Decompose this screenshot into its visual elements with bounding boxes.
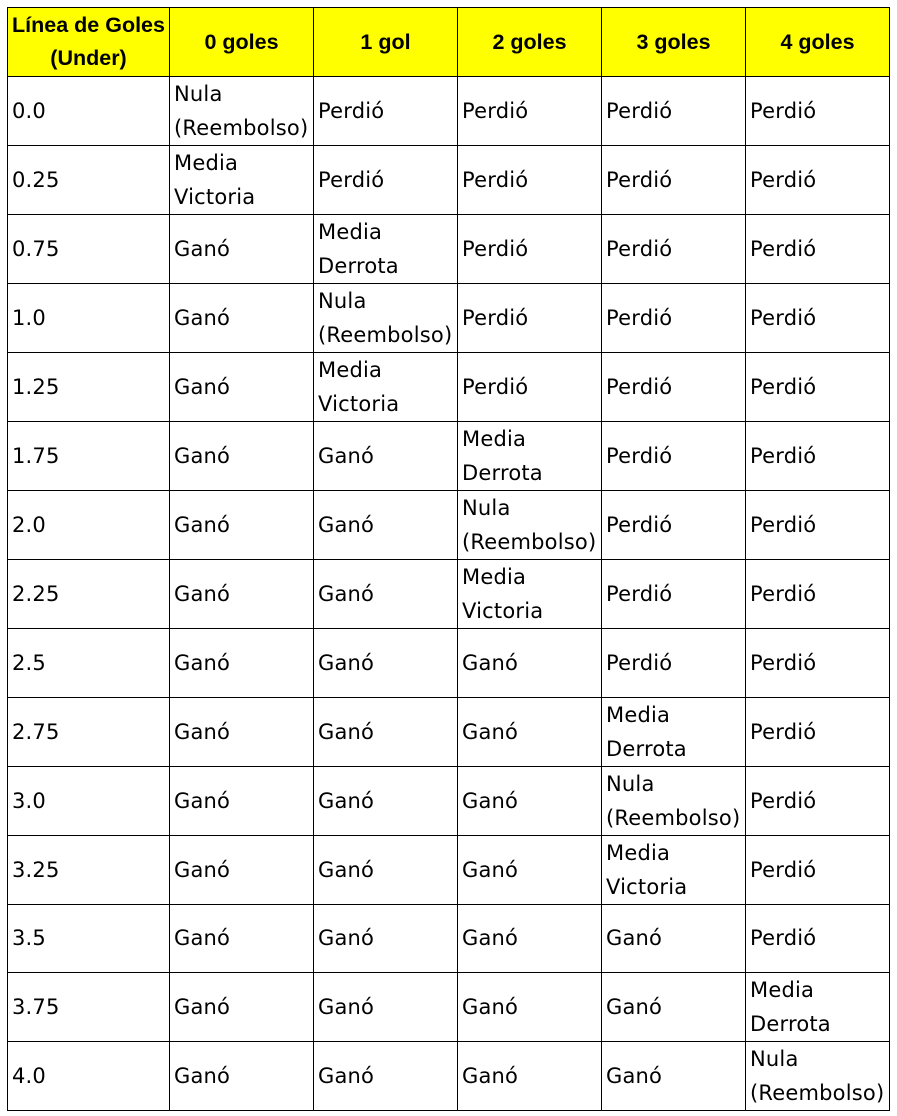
cell-text: 2.25 bbox=[12, 582, 60, 606]
cell-text: Ganó bbox=[318, 444, 375, 468]
cell-goal-line bbox=[8, 146, 170, 215]
cell-text: Media Victoria bbox=[174, 151, 256, 209]
cell-text: Ganó bbox=[606, 995, 663, 1019]
cell-text: Ganó bbox=[174, 995, 231, 1019]
cell-text: Ganó bbox=[174, 444, 231, 468]
cell-result-0-goals bbox=[170, 766, 314, 835]
table-row bbox=[8, 491, 890, 560]
cell-result-1-goal bbox=[314, 77, 458, 146]
cell-result-4-goals bbox=[746, 146, 890, 215]
cell-text: Ganó bbox=[462, 650, 519, 675]
cell-text: Ganó bbox=[174, 1064, 231, 1088]
table-row bbox=[8, 215, 890, 284]
header-0-goals: 0 goles bbox=[170, 8, 314, 77]
cell-text: Perdió bbox=[462, 237, 529, 261]
table-row bbox=[8, 422, 890, 491]
cell-text: Perdió bbox=[606, 99, 673, 123]
cell-result-0-goals bbox=[170, 629, 314, 698]
cell-text: Media Derrota bbox=[318, 220, 399, 278]
results-table-container bbox=[7, 7, 890, 1111]
cell-text: Perdió bbox=[318, 99, 385, 123]
cell-result-1-goal bbox=[314, 422, 458, 491]
cell-result-3-goals bbox=[602, 422, 746, 491]
cell-text: Ganó bbox=[318, 513, 375, 537]
cell-text: Ganó bbox=[606, 926, 663, 951]
cell-result-3-goals bbox=[602, 77, 746, 146]
cell-result-3-goals bbox=[602, 629, 746, 698]
cell-text: Ganó bbox=[462, 857, 519, 882]
cell-text: Perdió bbox=[318, 168, 385, 192]
cell-result-1-goal bbox=[314, 353, 458, 422]
cell-goal-line bbox=[8, 629, 170, 698]
cell-goal-line bbox=[8, 422, 170, 491]
cell-text: Perdió bbox=[462, 99, 529, 123]
cell-text: Ganó bbox=[318, 650, 375, 675]
cell-text: 2.5 bbox=[12, 650, 46, 675]
header-4-goals: 4 goles bbox=[746, 8, 890, 77]
cell-result-0-goals bbox=[170, 422, 314, 491]
cell-text: Ganó bbox=[606, 1064, 663, 1088]
cell-goal-line bbox=[8, 560, 170, 629]
cell-result-4-goals bbox=[746, 284, 890, 353]
cell-text: Ganó bbox=[174, 857, 231, 882]
table-row bbox=[8, 77, 890, 146]
cell-text: Perdió bbox=[462, 168, 529, 192]
cell-goal-line bbox=[8, 766, 170, 835]
cell-text: Nula (Reembolso) bbox=[318, 289, 453, 347]
cell-text: Ganó bbox=[462, 719, 519, 744]
cell-text: Perdió bbox=[606, 306, 673, 330]
cell-text: Perdió bbox=[750, 788, 817, 813]
cell-result-0-goals bbox=[170, 697, 314, 766]
cell-text: Perdió bbox=[750, 444, 817, 468]
under-goals-results-table bbox=[7, 7, 890, 1111]
table-row bbox=[8, 629, 890, 698]
cell-text: Media Victoria bbox=[318, 358, 400, 416]
cell-text: Ganó bbox=[174, 306, 231, 330]
header-row bbox=[8, 8, 890, 77]
cell-result-3-goals bbox=[602, 904, 746, 973]
cell-text: Perdió bbox=[750, 857, 817, 882]
cell-result-3-goals bbox=[602, 697, 746, 766]
cell-result-0-goals bbox=[170, 904, 314, 973]
table-row bbox=[8, 284, 890, 353]
cell-text: Media Victoria bbox=[462, 565, 544, 623]
table-row bbox=[8, 1042, 890, 1111]
cell-result-2-goals bbox=[458, 835, 602, 904]
cell-result-3-goals bbox=[602, 560, 746, 629]
header-3-goals: 3 goles bbox=[602, 8, 746, 77]
cell-result-4-goals bbox=[746, 77, 890, 146]
cell-text: Ganó bbox=[318, 719, 375, 744]
cell-text: 1.75 bbox=[12, 444, 60, 468]
header-1-goal: 1 gol bbox=[314, 8, 458, 77]
cell-text: Ganó bbox=[462, 788, 519, 813]
cell-result-3-goals bbox=[602, 284, 746, 353]
cell-text: Perdió bbox=[606, 168, 673, 192]
cell-result-0-goals bbox=[170, 215, 314, 284]
cell-text: Ganó bbox=[174, 650, 231, 675]
cell-result-0-goals bbox=[170, 1042, 314, 1111]
cell-text: 3.25 bbox=[12, 857, 60, 882]
cell-result-2-goals bbox=[458, 766, 602, 835]
cell-text: 3.75 bbox=[12, 995, 60, 1019]
cell-text: 0.75 bbox=[12, 237, 60, 261]
cell-text: Perdió bbox=[750, 237, 817, 261]
cell-text: Nula (Reembolso) bbox=[606, 771, 741, 830]
cell-result-2-goals bbox=[458, 146, 602, 215]
cell-result-4-goals bbox=[746, 422, 890, 491]
cell-text: Ganó bbox=[174, 926, 231, 951]
cell-result-4-goals bbox=[746, 560, 890, 629]
cell-result-0-goals bbox=[170, 284, 314, 353]
cell-result-1-goal bbox=[314, 284, 458, 353]
cell-result-2-goals bbox=[458, 422, 602, 491]
cell-result-2-goals bbox=[458, 904, 602, 973]
cell-result-1-goal bbox=[314, 766, 458, 835]
cell-result-0-goals bbox=[170, 353, 314, 422]
table-row bbox=[8, 560, 890, 629]
cell-goal-line bbox=[8, 904, 170, 973]
cell-text: Ganó bbox=[318, 1064, 375, 1088]
cell-result-1-goal bbox=[314, 215, 458, 284]
cell-result-4-goals bbox=[746, 835, 890, 904]
cell-result-0-goals bbox=[170, 77, 314, 146]
cell-result-1-goal bbox=[314, 1042, 458, 1111]
cell-result-4-goals bbox=[746, 973, 890, 1042]
cell-text: 1.25 bbox=[12, 375, 60, 399]
cell-text: 2.0 bbox=[12, 513, 46, 537]
cell-result-1-goal bbox=[314, 491, 458, 560]
cell-text: Ganó bbox=[318, 788, 375, 813]
cell-result-2-goals bbox=[458, 629, 602, 698]
cell-result-2-goals bbox=[458, 1042, 602, 1111]
cell-result-2-goals bbox=[458, 697, 602, 766]
cell-text: 1.0 bbox=[12, 306, 46, 330]
cell-text: Ganó bbox=[462, 1064, 519, 1088]
cell-text: Perdió bbox=[750, 168, 817, 192]
cell-text: Ganó bbox=[462, 995, 519, 1019]
cell-text: Perdió bbox=[606, 444, 673, 468]
table-row bbox=[8, 766, 890, 835]
cell-text: Perdió bbox=[606, 513, 673, 537]
table-row bbox=[8, 973, 890, 1042]
cell-result-3-goals bbox=[602, 973, 746, 1042]
cell-text: Media Derrota bbox=[750, 978, 831, 1036]
cell-result-4-goals bbox=[746, 215, 890, 284]
cell-text: Media Derrota bbox=[606, 702, 687, 761]
cell-text: 3.5 bbox=[12, 926, 46, 951]
cell-text: Nula (Reembolso) bbox=[750, 1047, 885, 1105]
cell-result-2-goals bbox=[458, 353, 602, 422]
cell-goal-line bbox=[8, 697, 170, 766]
cell-result-0-goals bbox=[170, 835, 314, 904]
cell-result-3-goals bbox=[602, 491, 746, 560]
cell-result-3-goals bbox=[602, 766, 746, 835]
cell-goal-line bbox=[8, 284, 170, 353]
cell-result-0-goals bbox=[170, 560, 314, 629]
cell-result-3-goals bbox=[602, 215, 746, 284]
cell-result-2-goals bbox=[458, 491, 602, 560]
cell-text: Perdió bbox=[750, 582, 817, 606]
cell-result-1-goal bbox=[314, 560, 458, 629]
cell-text: Perdió bbox=[462, 375, 529, 399]
cell-text: Perdió bbox=[606, 582, 673, 606]
cell-result-2-goals bbox=[458, 215, 602, 284]
cell-text: Perdió bbox=[750, 306, 817, 330]
cell-result-2-goals bbox=[458, 560, 602, 629]
cell-result-3-goals bbox=[602, 353, 746, 422]
cell-text: Ganó bbox=[174, 237, 231, 261]
cell-text: 2.75 bbox=[12, 719, 60, 744]
header-goal-line: Línea de Goles (Under) bbox=[8, 8, 170, 77]
cell-text: Perdió bbox=[750, 926, 817, 951]
table-row bbox=[8, 146, 890, 215]
cell-text: Ganó bbox=[174, 788, 231, 813]
cell-text: Ganó bbox=[318, 857, 375, 882]
cell-text: Perdió bbox=[606, 375, 673, 399]
cell-result-1-goal bbox=[314, 835, 458, 904]
cell-goal-line bbox=[8, 491, 170, 560]
cell-result-2-goals bbox=[458, 77, 602, 146]
cell-text: Perdió bbox=[750, 650, 817, 675]
cell-result-4-goals bbox=[746, 904, 890, 973]
table-body bbox=[8, 77, 890, 1111]
cell-result-1-goal bbox=[314, 629, 458, 698]
cell-text: Ganó bbox=[174, 582, 231, 606]
cell-text: Ganó bbox=[174, 513, 231, 537]
cell-text: Perdió bbox=[462, 306, 529, 330]
cell-text: Ganó bbox=[462, 926, 519, 951]
cell-goal-line bbox=[8, 1042, 170, 1111]
cell-result-0-goals bbox=[170, 491, 314, 560]
cell-text: Perdió bbox=[750, 719, 817, 744]
table-row bbox=[8, 697, 890, 766]
cell-text: 4.0 bbox=[12, 1064, 46, 1088]
cell-text: 0.25 bbox=[12, 168, 60, 192]
cell-text: 3.0 bbox=[12, 788, 46, 813]
cell-result-4-goals bbox=[746, 629, 890, 698]
cell-result-4-goals bbox=[746, 697, 890, 766]
cell-goal-line bbox=[8, 215, 170, 284]
cell-result-0-goals bbox=[170, 973, 314, 1042]
cell-text: Media Derrota bbox=[462, 427, 543, 485]
cell-text: Media Victoria bbox=[606, 840, 688, 899]
cell-text: Ganó bbox=[318, 582, 375, 606]
table-row bbox=[8, 835, 890, 904]
cell-goal-line bbox=[8, 835, 170, 904]
cell-result-1-goal bbox=[314, 146, 458, 215]
cell-result-4-goals bbox=[746, 766, 890, 835]
cell-text: Perdió bbox=[750, 375, 817, 399]
cell-text: Ganó bbox=[174, 719, 231, 744]
cell-result-4-goals bbox=[746, 353, 890, 422]
cell-result-3-goals bbox=[602, 1042, 746, 1111]
cell-text: Perdió bbox=[606, 650, 673, 675]
table-row bbox=[8, 353, 890, 422]
cell-result-2-goals bbox=[458, 973, 602, 1042]
cell-text: Nula (Reembolso) bbox=[174, 82, 309, 140]
cell-goal-line bbox=[8, 77, 170, 146]
cell-goal-line bbox=[8, 353, 170, 422]
cell-result-3-goals bbox=[602, 835, 746, 904]
cell-result-1-goal bbox=[314, 973, 458, 1042]
cell-result-0-goals bbox=[170, 146, 314, 215]
header-2-goals: 2 goles bbox=[458, 8, 602, 77]
cell-result-1-goal bbox=[314, 904, 458, 973]
cell-result-1-goal bbox=[314, 697, 458, 766]
cell-text: Nula (Reembolso) bbox=[462, 496, 597, 554]
cell-text: Perdió bbox=[606, 237, 673, 261]
cell-goal-line bbox=[8, 973, 170, 1042]
cell-text: Ganó bbox=[174, 375, 231, 399]
cell-text: Perdió bbox=[750, 99, 817, 123]
cell-result-2-goals bbox=[458, 284, 602, 353]
cell-text: Perdió bbox=[750, 513, 817, 537]
cell-result-4-goals bbox=[746, 1042, 890, 1111]
cell-result-4-goals bbox=[746, 491, 890, 560]
table-row bbox=[8, 904, 890, 973]
cell-result-3-goals bbox=[602, 146, 746, 215]
cell-text: Ganó bbox=[318, 926, 375, 951]
cell-text: Ganó bbox=[318, 995, 375, 1019]
cell-text: 0.0 bbox=[12, 99, 46, 123]
